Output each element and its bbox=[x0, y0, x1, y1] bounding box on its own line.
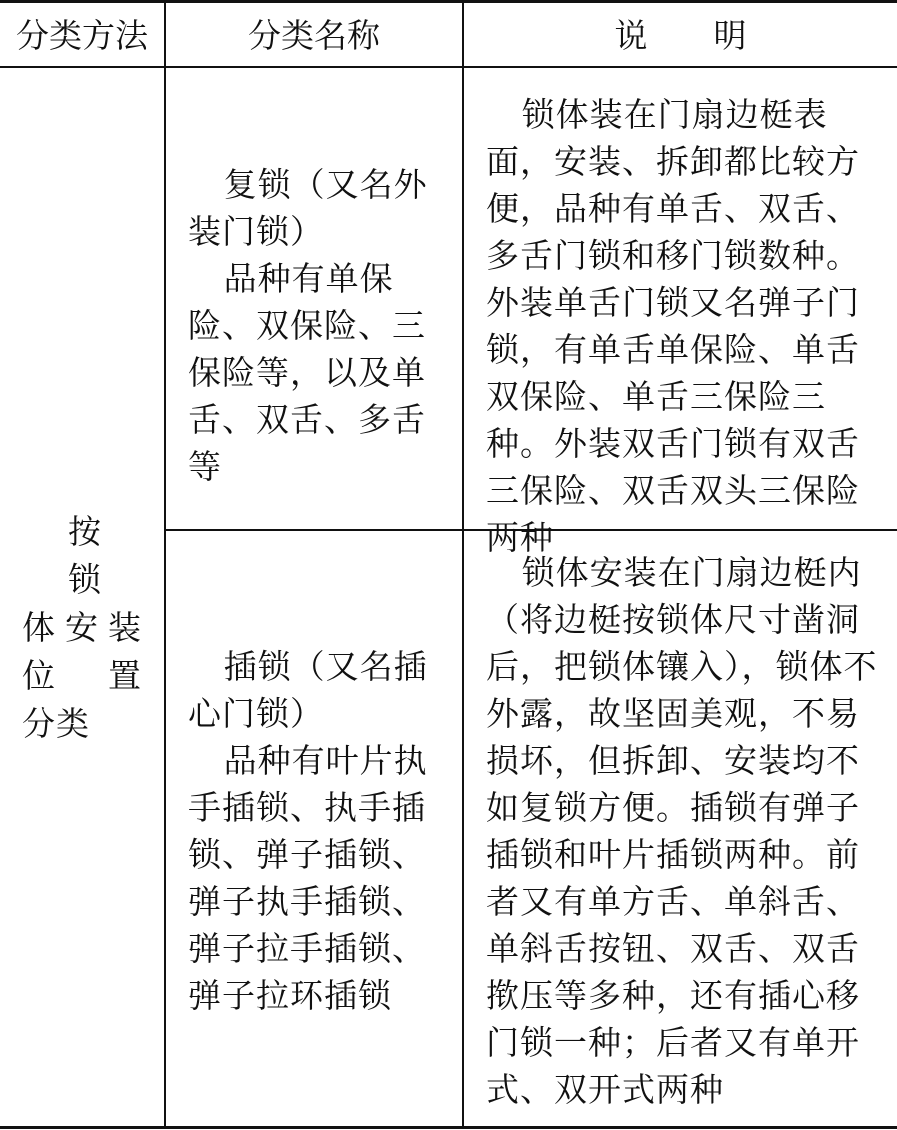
method-cell bbox=[22, 508, 142, 748]
row-2-description-cell bbox=[486, 549, 878, 1113]
row-1-name-detail: 品种有单保险、双保险、三保险等，以及单舌、双舌、多舌等 bbox=[188, 259, 426, 486]
row-2-name: 插锁（又名插心门锁） bbox=[188, 647, 428, 733]
table-top-rule bbox=[0, 0, 897, 3]
method-line-4: 分类 bbox=[22, 704, 90, 743]
row-2-name-cell bbox=[188, 643, 446, 1019]
column-divider-1 bbox=[164, 0, 166, 1128]
table-bottom-rule bbox=[0, 1126, 897, 1129]
header-name: 分类名称 bbox=[248, 16, 380, 55]
method-line-3: 位 置 bbox=[22, 656, 142, 695]
row-1-name: 复锁（又名外装门锁） bbox=[188, 165, 428, 251]
row-2-name-detail: 品种有叶片执手插锁、执手插锁、弹子插锁、弹子执手插锁、弹子拉手插锁、弹子拉环插锁 bbox=[188, 741, 428, 1015]
header-bottom-rule bbox=[0, 66, 897, 68]
row-1-description-cell bbox=[486, 91, 878, 561]
method-line-2: 体安装 bbox=[22, 608, 142, 647]
header-description: 说 明 bbox=[614, 16, 747, 55]
column-divider-2 bbox=[462, 0, 464, 1128]
row-1-name-cell bbox=[188, 161, 446, 490]
method-line-1: 按锁 bbox=[68, 512, 107, 599]
row-1-description: 锁体装在门扇边梃表面，安装、拆卸都比较方便，品种有单舌、双舌、多舌门锁和移门锁数种。外装单舌门锁又名弹子门锁，有单舌单保险、单舌双保险、单舌三保险三种。外装双舌门锁有双舌三保险、双舌双头三保险两种 bbox=[486, 95, 860, 557]
row-2-description: 锁体安装在门扇边梃内（将边梃按锁体尺寸凿洞后，把锁体镶入），锁体不外露，故坚固美观，不易损坏，但拆卸、安装均不如复锁方便。插锁有弹子插锁和叶片插锁两种。前者又有单方舌、单斜舌、单斜舌按钮、双舌、双舌揿压等多种，还有插心移门锁一种；后者又有单开式、双开式两种 bbox=[486, 553, 878, 1109]
header-method: 分类方法 bbox=[16, 16, 148, 55]
